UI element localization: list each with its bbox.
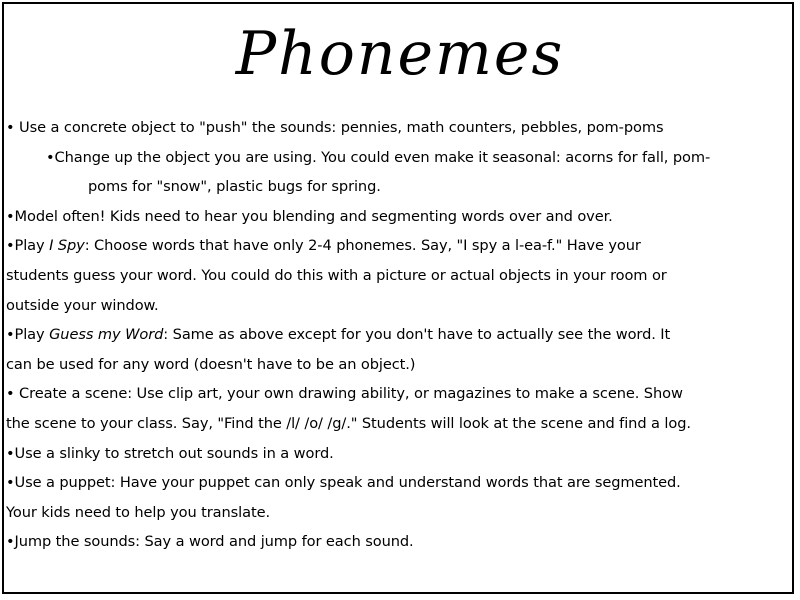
list-item: •Use a puppet: Have your puppet can only speak and understand words that are segmented. xyxy=(6,474,681,492)
list-item-continuation: can be used for any word (doesn't have to be an object.) xyxy=(6,355,416,373)
tips-list xyxy=(6,113,794,557)
list-item: •Jump the sounds: Say a word and jump for each sound. xyxy=(6,533,414,551)
game-name-i-spy: I Spy xyxy=(49,237,85,255)
list-item-continuation: Your kids need to help you translate. xyxy=(6,503,270,521)
list-item-sub-continuation: poms for "snow", plastic bugs for spring. xyxy=(88,178,381,196)
page-title: Phonemes xyxy=(235,19,565,89)
list-item: •Use a slinky to stretch out sounds in a word. xyxy=(6,444,334,462)
list-item-text: : Same as above except for you don't have to actually see the word. It xyxy=(163,326,671,344)
list-item xyxy=(6,320,794,350)
game-name-guess-my-word: Guess my Word xyxy=(49,326,164,344)
list-item-prefix: •Play xyxy=(6,237,50,255)
list-item-text: : Choose words that have only 2-4 phonemes. Say, "I spy a l-ea-f." Have your xyxy=(84,237,641,255)
list-item: •Model often! Kids need to hear you blending and segmenting words over and over. xyxy=(6,207,613,225)
list-item-continuation: the scene to your class. Say, "Find the /l/ /o/ /g/." Students will look at the scene and find a log. xyxy=(6,414,691,432)
list-item-continuation: outside your window. xyxy=(6,296,159,314)
list-item xyxy=(6,231,794,261)
list-item: • Create a scene: Use clip art, your own drawing ability, or magazines to make a scene. Show xyxy=(6,385,683,403)
list-item-prefix: •Play xyxy=(6,326,50,344)
list-item-sub: •Change up the object you are using. You could even make it seasonal: acorns for fall, pom- xyxy=(46,148,711,166)
list-item-continuation: students guess your word. You could do this with a picture or actual objects in your room or xyxy=(6,266,667,284)
list-item: • Use a concrete object to "push" the sounds: pennies, math counters, pebbles, pom-poms xyxy=(6,119,664,136)
